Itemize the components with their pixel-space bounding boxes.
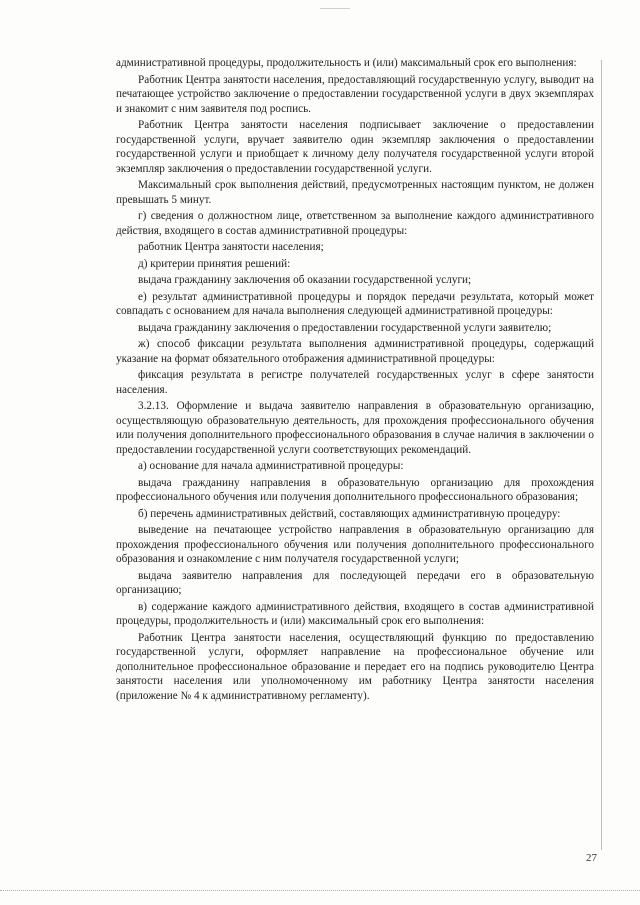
paragraph: выдача гражданину заключения об оказании государственной услуги; xyxy=(138,274,472,286)
paragraph: Работник Центра занятости населения подписывает заключение о предоставлении государственной услуги, вручает заявителю один экземпляр заключения о предоставлении государственной услуги и приобщает к личному делу получателя государственной услуги второй экземпляр заключения о предоставлении государственной услуги. xyxy=(116,119,594,175)
paragraph: ж) способ фиксации результата выполнения административной процедуры, содержащий указание на формат обязательного отображения административной процедуры: xyxy=(116,338,594,365)
paragraph: выдача гражданину направления в образовательную организацию для прохождения профессионального обучения или получения дополнительного профессионального образования; xyxy=(116,476,594,503)
paragraph: выведение на печатающее устройство направления в образовательную организацию для прохождения профессионального обучения или получения дополнительного профессионального образования и ознакомление с ним получателя государственной услуги; xyxy=(116,524,594,565)
paragraph: 3.2.13. Оформление и выдача заявителю направления в образовательную организацию, осуществляющую образовательную деятельность, для прохождения профессионального обучения или получения дополнительного профессионального образования в случае наличия в заключении о предоставлении государственной услуги соответствующих рекомендаций. xyxy=(116,400,594,456)
paragraph: в) содержание каждого административного действия, входящего в состав административной процедуры, продолжительность и (или) максимальный срок его выполнения: xyxy=(116,600,594,627)
paragraph: д) критерии принятия решений: xyxy=(138,257,291,270)
paragraph: фиксация результата в регистре получателей государственных услуг в сфере занятости населения. xyxy=(116,369,594,396)
paragraph: работник Центра занятости населения; xyxy=(138,241,324,253)
paragraph: административной процедуры, продолжительность и (или) максимальный срок его выполнения: xyxy=(116,57,577,69)
page-number: 27 xyxy=(586,852,597,864)
paragraph: выдача заявителю направления для последующей передачи его в образовательную организацию; xyxy=(116,569,594,596)
paragraph: а) основание для начала административной процедуры: xyxy=(138,460,404,472)
document-body xyxy=(116,56,594,705)
scan-artifact-top xyxy=(320,8,350,9)
paragraph: б) перечень административных действий, составляющих административную процедуру: xyxy=(138,507,561,520)
scan-margin-line xyxy=(601,60,602,850)
scan-bottom-edge xyxy=(0,890,640,892)
paragraph: г) сведения о должностном лице, ответственном за выполнение каждого административного действия, входящего в состав административной процедуры: xyxy=(116,210,594,237)
paragraph: Работник Центра занятости населения, осуществляющий функцию по предоставлению государственной услуги, оформляет направление на профессиональное обучение или дополнительное профессиональное образование и передает его на подпись руководителю Центра занятости населения или уполномоченному им работнику Центра занятости населения (приложение № 4 к административному регламенту). xyxy=(116,631,594,702)
paragraph: е) результат административной процедуры и порядок передачи результата, который может совпадать с основанием для начала выполнения следующей административной процедуры: xyxy=(116,290,594,317)
paragraph: Работник Центра занятости населения, предоставляющий государственную услугу, выводит на печатающее устройство заключение о предоставлении государственной услуги в двух экземплярах и знакомит с ним заявителя под роспись. xyxy=(116,73,594,115)
paragraph: Максимальный срок выполнения действий, предусмотренных настоящим пунктом, не должен превышать 5 минут. xyxy=(116,179,594,206)
paragraph: выдача гражданину заключения о предоставлении государственной услуги заявителю; xyxy=(138,321,552,334)
